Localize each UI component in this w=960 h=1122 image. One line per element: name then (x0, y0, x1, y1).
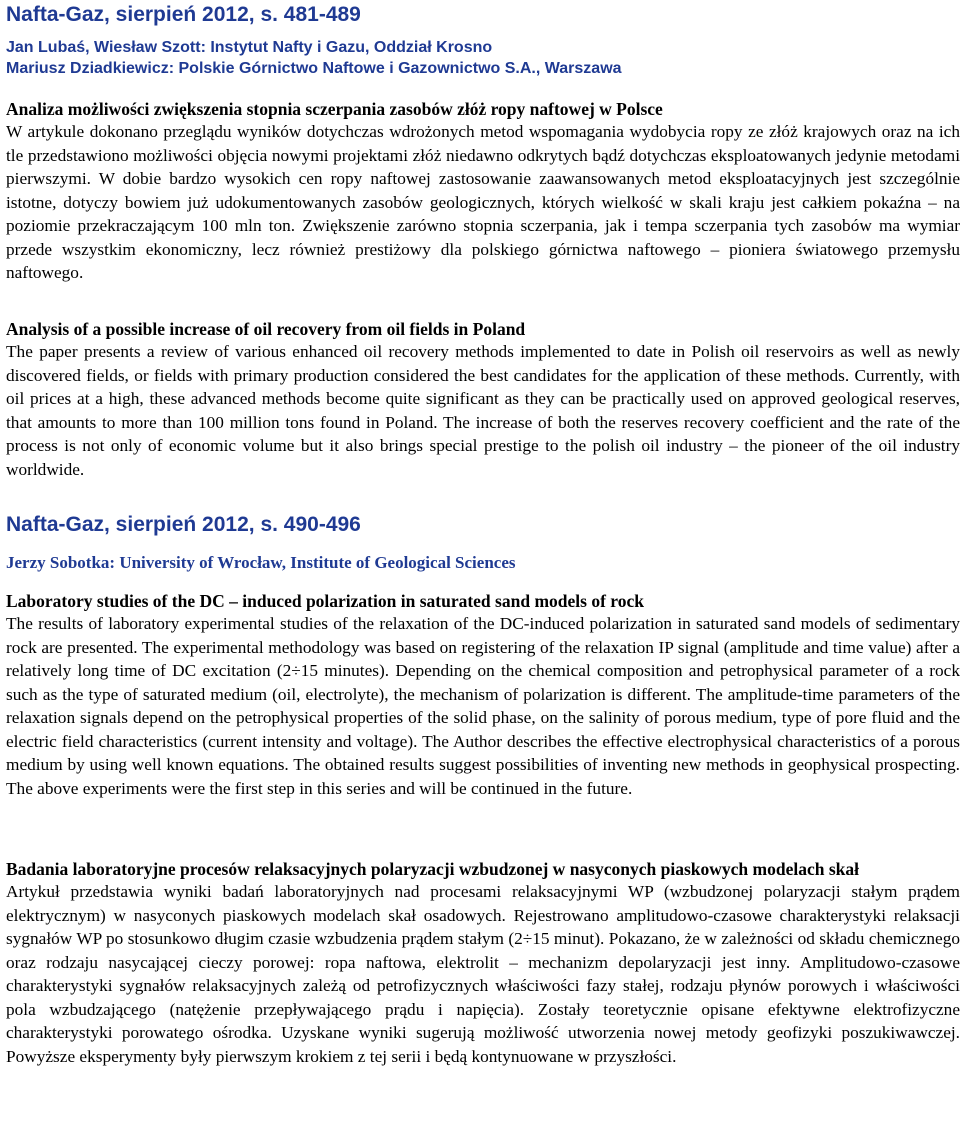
article2-abstract-en: The results of laboratory experimental studies of the relaxation of the DC-induced polarization in saturated sand models of sedimentary rock are presented. The experimental methodology was based on registering of the relaxation IP signal (amplitude and time value) after a relatively long time of DC excitation (2÷15 minutes). Depending on the chemical composition and petrophysical parameter of a rock such as the type of saturated medium (oil, electrolyte), the mechanism of polarization is different. The amplitude-time parameters of the relaxation signals depend on the petrophysical properties of the solid phase, on the salinity of porous medium, type of pore fluid and the electric field characteristics (current intensity and voltage). The Author describes the effective electrophysical characteristics of a porous medium by using well known equations. The obtained results suggest possibilities of inventing new methods in geophysical prospecting. The above experiments were the first step in this series and will be continued in the future. (6, 614, 960, 798)
article1-title-pl: Analiza możliwości zwiększenia stopnia sczerpania zasobów złóż ropy naftowej w Polsce (6, 99, 663, 119)
article2-polish-abstract-section (6, 858, 960, 1068)
article1-authors-line1: Jan Lubaś, Wiesław Szott: Instytut Nafty i Gazu, Oddział Krosno (6, 39, 493, 56)
article2-title-pl: Badania laboratoryjne procesów relaksacyjnych polaryzacji wzbudzonej w nasyconych piaskowych modelach skał (6, 859, 859, 879)
article2-title-en: Laboratory studies of the DC – induced polarization in saturated sand models of rock (6, 591, 644, 611)
article1-header (6, 2, 960, 79)
article2-authors: Jerzy Sobotka: University of Wrocław, Institute of Geological Sciences (6, 553, 516, 572)
article1-journal-citation: Nafta-Gaz, sierpień 2012, s. 481-489 (6, 3, 361, 26)
article2-abstract-pl: Artykuł przedstawia wyniki badań laboratoryjnych nad procesami relaksacyjnymi WP (wzbudzonej polaryzacji stałym prądem elektrycznym) w nasyconych piaskowych modelach skał osadowych. Rejestrowano amplitudowo-czasowe charakterystyki relaksacji sygnałów WP po stosunkowo długim czasie wzbudzenia prądem stałym (2÷15 minut). Pokazano, że w zależności od składu chemicznego oraz rodzaju nasycającej cieczy porowej: ropa naftowa, elektrolit – mechanizm depolaryzacji jest inny. Amplitudowo-czasowe charakterystyki sygnałów relaksacyjnych zależą od petrofizycznych właściwości fazy stałej, rodzaju płynów porowych i właściwości pola wzbudzającego (natężenie przepływającego prądu i napięcia). Zostały teoretycznie opisane efektywne elektrofizyczne charakterystyki porowatego ośrodka. Uzyskane wyniki sugerują możliwość utworzenia nowej metody geofizyki poszukiwawczej. Powyższe eksperymenty były pierwszym krokiem z tej serii i będą kontynuowane w przyszłości. (6, 882, 960, 1066)
article2-header (6, 512, 960, 574)
article1-polish-abstract-section (6, 98, 960, 285)
article2-journal-citation: Nafta-Gaz, sierpień 2012, s. 490-496 (6, 513, 361, 536)
article1-english-abstract-section (6, 318, 960, 481)
article1-title-en: Analysis of a possible increase of oil recovery from oil fields in Poland (6, 319, 526, 339)
article2-english-abstract-section (6, 590, 960, 800)
article1-authors-line2: Mariusz Dziadkiewicz: Polskie Górnictwo Naftowe i Gazownictwo S.A., Warszawa (6, 60, 622, 77)
article1-abstract-en: The paper presents a review of various enhanced oil recovery methods implemented to date in Polish oil reservoirs as well as newly discovered fields, or fields with primary production considered the best candidates for the application of these methods. Currently, with oil prices at a high, these advanced methods become quite significant as they can be practically used on approved geological reserves, that amounts to more than 100 million tons found in Poland. The increase of both the reserves recovery coefficient and the rate of the process is not only of economic volume but it also brings special prestige to the polish oil industry – the pioneer of the oil industry worldwide. (6, 342, 960, 479)
article1-abstract-pl: W artykule dokonano przeglądu wyników dotychczas wdrożonych metod wspomagania wydobycia ropy ze złóż krajowych oraz na ich tle przedstawiono możliwości objęcia nowymi projektami złóż niedawno odkrytych bądź dotychczas eksploatowanych jedynie metodami pierwszymi. W dobie bardzo wysokich cen ropy naftowej zastosowanie zaawansowanych metod eksploatacyjnych jest szczególnie istotne, dotyczy bowiem już udokumentowanych zasobów geologicznych, których wielkość w skali kraju jest całkiem pokaźna – na poziomie przekraczającym 100 mln ton. Zwiększenie zarówno stopnia sczerpania, jak i tempa sczerpania tych zasobów ma wymiar przede wszystkim ekonomiczny, lecz również prestiżowy dla polskiego górnictwa naftowego – pioniera światowego przemysłu naftowego. (6, 122, 960, 282)
